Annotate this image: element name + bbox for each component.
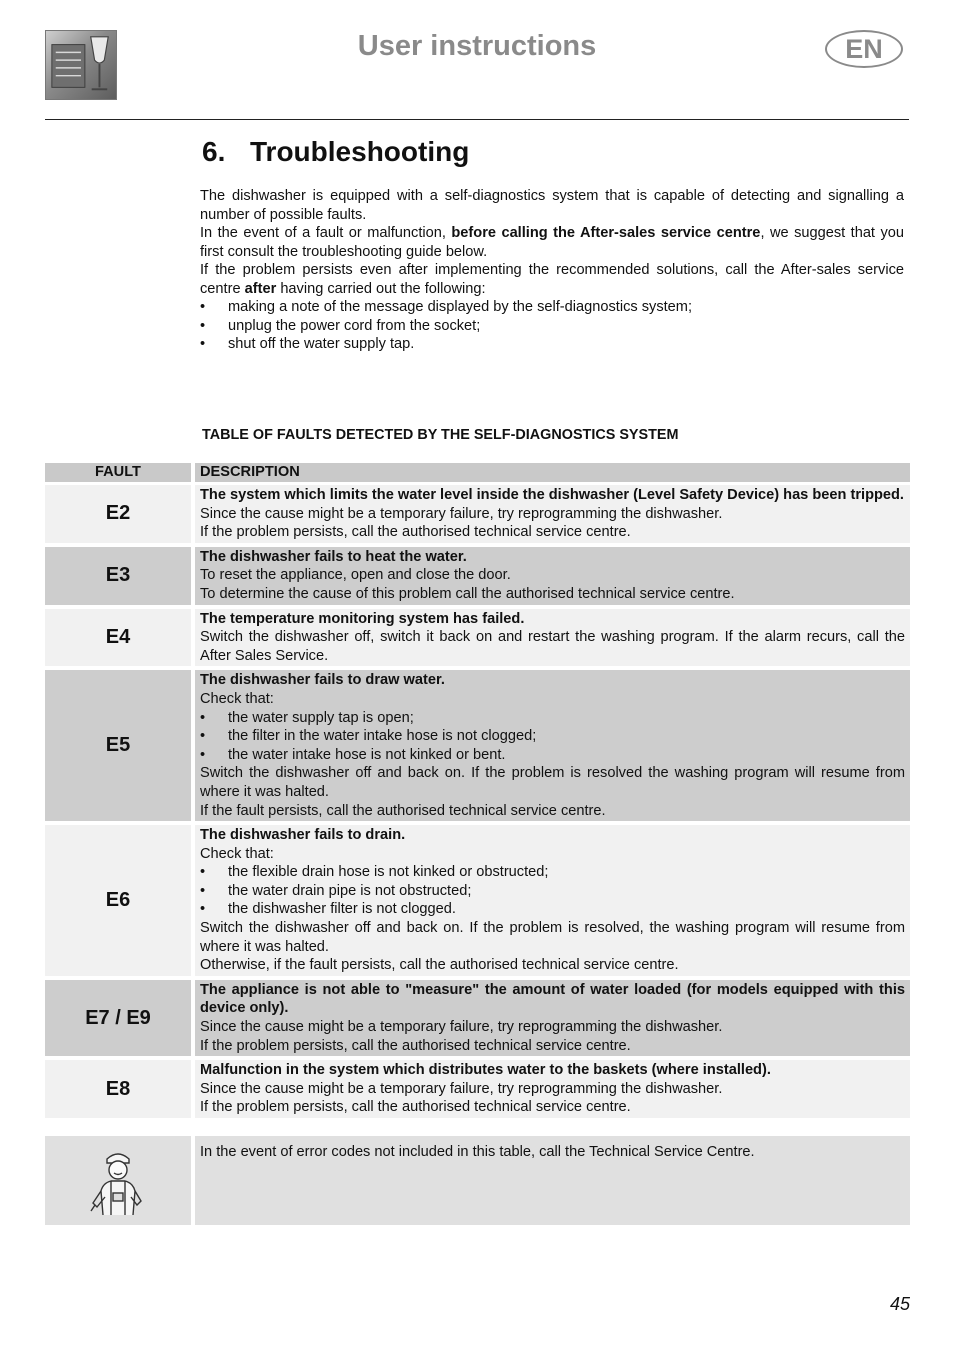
table-row <box>45 670 910 821</box>
fault-title: The dishwasher fails to heat the water. <box>200 548 467 565</box>
fault-line: Switch the dishwasher off, switch it back on and restart the washing program. If the alarm recurs, call the After Sales Service. <box>200 629 905 664</box>
table-row <box>45 609 910 667</box>
fault-check: Check that: <box>200 845 274 862</box>
intro-p3-text-end: having carried out the following: <box>276 280 486 297</box>
intro-text <box>200 187 904 354</box>
fault-title: The dishwasher fails to drain. <box>200 827 406 844</box>
fault-line: Otherwise, if the fault persists, call the authorised technical service centre. <box>200 957 679 974</box>
list-item: • unplug the power cord from the socket; <box>200 317 904 336</box>
fault-code: E2 <box>45 485 191 543</box>
fault-check-list <box>200 863 905 919</box>
fault-line: If the problem persists, call the authorised technical service centre. <box>200 1099 631 1116</box>
fault-line: If the problem persists, call the authorised technical service centre. <box>200 524 631 541</box>
fault-description <box>195 825 910 976</box>
note-text: In the event of error codes not included in this table, call the Technical Service Centre. <box>195 1136 910 1225</box>
list-item: • shut off the water supply tap. <box>200 335 904 354</box>
intro-paragraph-3 <box>200 261 904 298</box>
fault-line: Switch the dishwasher off and back on. If the problem is resolved the washing program will resume from where it was halted. <box>200 765 905 800</box>
intro-p2-bold: before calling the After-sales service centre <box>451 225 761 241</box>
fault-check-list <box>200 709 905 765</box>
fault-line: If the problem persists, call the authorised technical service centre. <box>200 1037 631 1054</box>
fault-code: E3 <box>45 547 191 605</box>
intro-paragraph-2 <box>200 224 904 261</box>
fault-description <box>195 670 910 821</box>
fault-title: The temperature monitoring system has failed. <box>200 610 525 627</box>
table-header-row <box>45 463 910 482</box>
intro-bullet-list <box>200 298 904 354</box>
table-row <box>45 1060 910 1118</box>
fault-title: The system which limits the water level inside the dishwasher (Level Safety Device) has been tripped. <box>200 487 904 503</box>
table-heading: TABLE OF FAULTS DETECTED BY THE SELF-DIAGNOSTICS SYSTEM <box>202 427 679 443</box>
fault-title: Malfunction in the system which distributes water to the baskets (where installed). <box>200 1062 771 1079</box>
table-spacer <box>45 1122 910 1136</box>
fault-code: E4 <box>45 609 191 667</box>
list-item: • the water drain pipe is not obstructed; <box>200 882 905 901</box>
table-row <box>45 980 910 1056</box>
fault-line: Since the cause might be a temporary failure, try reprogramming the dishwasher. <box>200 1019 723 1036</box>
fault-code: E6 <box>45 825 191 976</box>
fault-description <box>195 609 910 667</box>
list-item: • making a note of the message displayed by the self-diagnostics system; <box>200 298 904 317</box>
header-title: User instructions <box>357 30 597 62</box>
intro-p3-text: If the problem persists even after implementing the recommended solutions, call the After-sales service centre <box>200 262 904 297</box>
header-divider <box>45 119 909 120</box>
fault-code: E7 / E9 <box>45 980 191 1056</box>
fault-description <box>195 485 910 543</box>
fault-description <box>195 980 910 1056</box>
list-item: • the water intake hose is not kinked or bent. <box>200 746 905 765</box>
list-item: • the flexible drain hose is not kinked or obstructed; <box>200 863 905 882</box>
column-header-description: DESCRIPTION <box>195 463 910 482</box>
fault-title: The appliance is not able to "measure" the amount of water loaded (for models equipped with this device only). <box>200 981 905 1017</box>
section-title <box>202 136 469 168</box>
fault-line: Since the cause might be a temporary failure, try reprogramming the dishwasher. <box>200 1080 723 1097</box>
fault-title: The dishwasher fails to draw water. <box>200 672 445 689</box>
fault-line: If the fault persists, call the authorised technical service centre. <box>200 802 606 819</box>
intro-paragraph-1: The dishwasher is equipped with a self-diagnostics system that is capable of detecting and signalling a number of possible faults. <box>200 188 904 223</box>
intro-p2-text: In the event of a fault or malfunction, <box>200 225 452 241</box>
fault-line: To reset the appliance, open and close the door. <box>200 567 511 584</box>
fault-table <box>45 463 910 1225</box>
fault-line: To determine the cause of this problem call the authorised technical service centre. <box>200 585 735 602</box>
list-item: • the water supply tap is open; <box>200 709 905 728</box>
page-number: 45 <box>889 1294 910 1314</box>
fault-description <box>195 547 910 605</box>
language-badge: EN <box>825 30 903 68</box>
intro-p3-bold: after <box>244 280 277 297</box>
fault-line: Switch the dishwasher off and back on. If the problem is resolved, the washing program will resume from where it was halted. <box>200 920 905 955</box>
intro-p2-text-end: , we suggest that you first consult the troubleshooting guide below. <box>200 225 904 260</box>
table-row <box>45 825 910 976</box>
section-number: 6. <box>202 136 226 167</box>
service-note <box>45 1136 910 1225</box>
fault-line: Since the cause might be a temporary failure, try reprogramming the dishwasher. <box>200 505 723 522</box>
fault-code: E8 <box>45 1060 191 1118</box>
list-item: • the dishwasher filter is not clogged. <box>200 900 905 919</box>
list-item: • the filter in the water intake hose is not clogged; <box>200 727 905 746</box>
fault-description <box>195 1060 910 1118</box>
table-row <box>45 547 910 605</box>
section-title-text: Troubleshooting <box>250 136 470 167</box>
technician-icon <box>45 1136 191 1225</box>
column-header-fault: FAULT <box>45 463 191 482</box>
fault-code: E5 <box>45 670 191 821</box>
table-row <box>45 485 910 543</box>
fault-check: Check that: <box>200 690 274 707</box>
